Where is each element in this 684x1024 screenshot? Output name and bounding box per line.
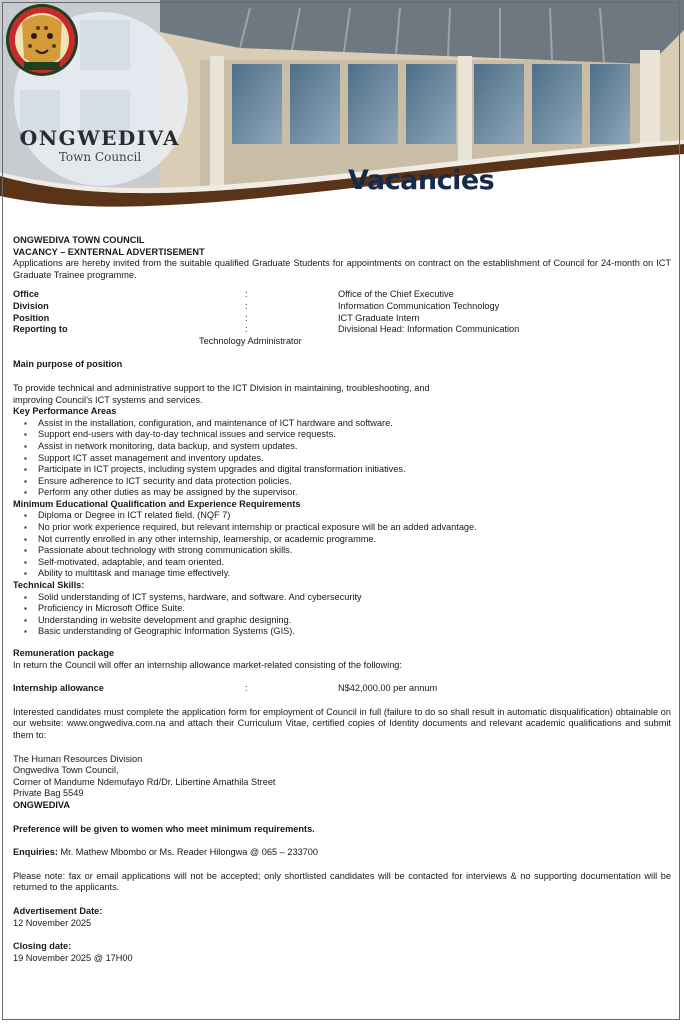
list-item: ▪ Diploma or Degree in ICT related field. (NQF 7) [38,510,671,522]
application-instructions: Interested candidates must complete the application form for employment of Council in full (failure to do so shall result in automatic disqualification) obtainable on our website: www.ongwediva.com.na and attach their Curriculum Vitae, certified copies of Identity documents and relevant academic qualifications and submit them to: [13,706,671,740]
enquiries [13,847,671,859]
page-title: Vacancies [348,165,495,196]
town-crest-logo [0,0,84,78]
submission-note: Please note: fax or email applications will not be accepted; only shortlisted candidates will be contacted for interviews & no supporting documentation will be returned to the applicants. [13,870,671,893]
address-line: Corner of Mandume Ndemufayo Rd/Dr. Libertine Amathila Street [13,776,276,787]
list-item: ▪ Solid understanding of ICT systems, hardware, and software. And cybersecurity [38,592,671,604]
kpa-heading: Key Performance Areas [13,406,117,417]
list-item: ▪ Self-motivated, adaptable, and team oriented. [38,557,671,569]
postal-address [13,754,671,812]
brand-subtitle: Town Council [58,150,142,164]
detail-label: Division [13,300,49,311]
list-item: ▪ Support end-users with day-to-day technical issues and service requests. [38,429,671,441]
enquiries-contacts: Mr. Mathew Mbombo or Ms. Reader Hilongwa @ 065 – 233700 [57,847,319,858]
brand-name: ONGWEDIVA [19,126,181,150]
kpa-list [13,418,671,499]
header-banner [0,0,684,230]
remuneration-text: In return the Council will offer an internship allowance market-related consisting of the following: [13,659,402,670]
detail-row [13,324,671,336]
intro-paragraph: Applications are hereby invited from the suitable qualified Graduate Students for appointments on contract on the establishment of Council for 24-month on ICT Graduate Trainee programme. [13,258,671,280]
allowance-value: N$42,000.00 per annum [338,683,438,694]
requirements-list [13,510,671,580]
list-item: ▪ Ensure adherence to ICT security and data protection policies. [38,476,671,488]
detail-value: Divisional Head: Information Communication [338,324,520,335]
list-item: ▪ Understanding in website development and graphic designing. [38,615,671,627]
purpose-text: To provide technical and administrative support to the ICT Division in maintaining, troubleshooting, and improving Council’s ICT systems and services. [13,382,430,405]
detail-label: Reporting to [13,324,68,335]
list-item: ▪ Basic understanding of Geographic Information Systems (GIS). [38,626,671,638]
org-name: ONGWEDIVA TOWN COUNCIL [13,235,145,245]
allowance-label: Internship allowance [13,683,104,694]
enquiries-label: Enquiries: [13,847,58,858]
list-item: ▪ Assist in the installation, configuration, and maintenance of ICT hardware and software. [38,418,671,430]
reporting-continuation: Technology Administrator [199,335,302,346]
position-details [13,289,671,347]
technical-skills-heading: Technical Skills: [13,580,85,591]
detail-row [13,313,671,325]
detail-value: Information Communication Technology [338,300,500,311]
list-item: ▪ Perform any other duties as may be assigned by the supervisor. [38,487,671,499]
closing-date-label: Closing date: [13,941,72,952]
detail-row [13,301,671,313]
list-item: ▪ Ability to multitask and manage time effectively. [38,568,671,580]
purpose-heading: Main purpose of position [13,359,123,370]
list-item: ▪ Passionate about technology with strong communication skills. [38,545,671,557]
address-line: Private Bag 5549 [13,788,84,799]
detail-value: Office of the Chief Executive [338,289,454,300]
detail-colon: : [245,324,248,335]
technical-skills-list [13,592,671,638]
address-line: The Human Resources Division [13,753,143,764]
allowance-colon: : [245,683,248,694]
detail-colon: : [245,312,248,323]
detail-label: Position [13,312,50,323]
allowance-row [13,683,671,695]
remuneration-heading: Remuneration package [13,648,115,658]
detail-value: ICT Graduate Intern [338,312,420,323]
requirements-heading: Minimum Educational Qualification and Experience Requirements [13,498,301,509]
list-item: ▪ No prior work experience required, but relevant internship or practical exposure will be an added advantage. [38,522,671,534]
detail-row [13,289,671,301]
closing-date: 19 November 2025 @ 17H00 [13,952,133,963]
advert-type: VACANCY – EXNTERNAL ADVERTISEMENT [13,246,205,257]
address-line: Ongwediva Town Council, [13,765,119,776]
list-item: ▪ Support ICT asset management and inventory updates. [38,453,671,465]
detail-label: Office [13,289,40,300]
list-item: ▪ Participate in ICT projects, including system upgrades and digital transformation initiatives. [38,464,671,476]
advert-date-label: Advertisement Date: [13,905,103,916]
list-item: ▪ Not currently enrolled in any other internship, learnership, or academic programme. [38,534,671,546]
advert-date: 12 November 2025 [13,917,92,928]
detail-colon: : [245,289,248,300]
list-item: ▪ Assist in network monitoring, data backup, and system updates. [38,441,671,453]
list-item: ▪ Proficiency in Microsoft Office Suite. [38,603,671,615]
address-city: ONGWEDIVA [13,799,70,810]
advertisement-body [13,235,671,964]
detail-colon: : [245,300,248,311]
preference-note: Preference will be given to women who meet minimum requirements. [13,823,315,834]
